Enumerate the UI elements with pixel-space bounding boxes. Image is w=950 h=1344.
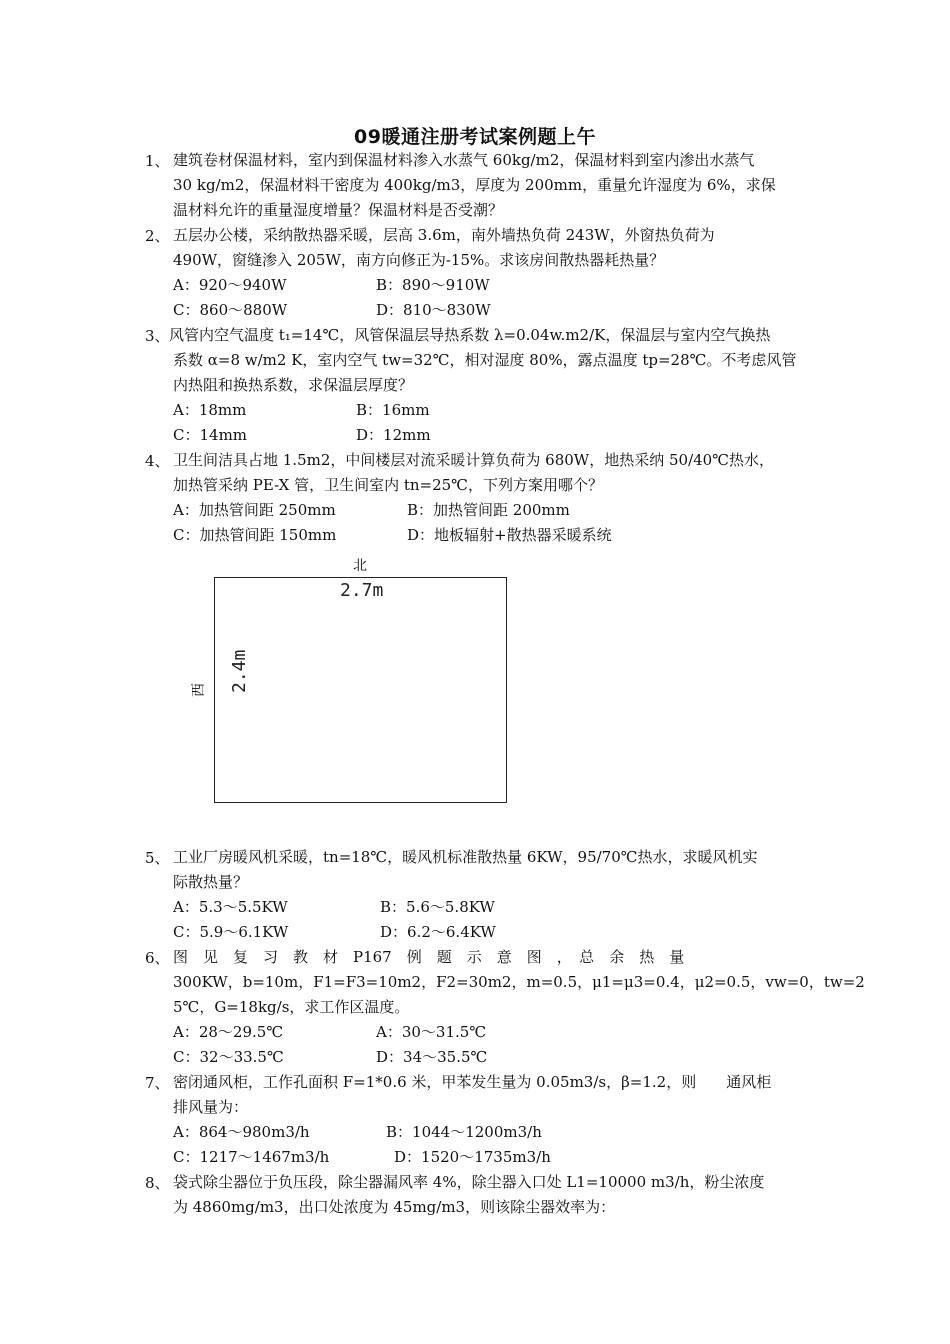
question-text-line: 图 见 复 习 教 材 P167 例 题 示 意 图 ， 总 余 热 量: [173, 948, 685, 966]
question-text-line: 内热阻和换热系数，求保温层厚度？: [173, 376, 414, 394]
height-dimension-label: 2.4m: [229, 649, 250, 693]
question-text-line: 袋式除尘器位于负压段，除尘器漏风率 4%，除尘器入口处 L1=10000 m3/h，粉尘浓度: [173, 1173, 765, 1191]
question-number: 4、: [145, 452, 170, 470]
question-number: 7、: [145, 1074, 170, 1092]
question-number: 1、: [145, 152, 170, 170]
option-b: B：5.6～5.8KW: [380, 898, 495, 916]
option-c: C：32～33.5℃: [173, 1048, 284, 1066]
question-number: 2、: [145, 227, 170, 245]
option-a: A：5.3～5.5KW: [173, 898, 288, 916]
west-label: 西: [191, 683, 207, 697]
question-text-line: 密闭通风柜，工作孔面积 F=1*0.6 米，甲苯发生量为 0.05m3/s，β=1.2，则 通风柜: [173, 1073, 772, 1091]
option-b: A：30～31.5℃: [376, 1023, 487, 1041]
question-text-line: 300KW，b=10m，F1=F3=10m2，F2=30m2，m=0.5，μ1=μ3=0.4，μ2=0.5，vw=0，tw=2: [173, 973, 865, 991]
room-outline: [214, 577, 507, 803]
question-text-line: 风管内空气温度 t₁=14℃，风管保温层导热系数 λ=0.04w.m2/K，保温层与室内空气换热: [169, 326, 771, 344]
option-a: A：28～29.5℃: [173, 1023, 284, 1041]
option-a: A：加热管间距 250mm: [173, 501, 336, 519]
option-c: C：860～880W: [173, 301, 288, 319]
option-b: B：890～910W: [376, 276, 490, 294]
document-title: 09暖通注册考试案例题上午: [354, 126, 596, 148]
option-b: B：16mm: [356, 401, 430, 419]
option-d: D：地板辐射+散热器采暖系统: [407, 526, 612, 544]
option-c: C：14mm: [173, 426, 248, 444]
question-number: 8、: [145, 1174, 170, 1192]
option-d: D：12mm: [356, 426, 431, 444]
option-b: B：1044～1200m3/h: [386, 1123, 542, 1141]
option-a: A：920～940W: [173, 276, 287, 294]
option-d: D：6.2～6.4KW: [380, 923, 496, 941]
question-text-line: 卫生间洁具占地 1.5m2，中间楼层对流采暖计算负荷为 680W，地热采纳 50/40℃热水，: [173, 451, 774, 469]
question-number: 5、: [145, 849, 170, 867]
question-number: 6、: [145, 949, 170, 967]
option-b: B：加热管间距 200mm: [407, 501, 570, 519]
option-d: D：34～35.5℃: [376, 1048, 488, 1066]
question-number: 3、: [145, 327, 170, 345]
option-c: C：5.9～6.1KW: [173, 923, 289, 941]
option-d: D：810～830W: [376, 301, 491, 319]
option-c: C：1217～1467m3/h: [173, 1148, 330, 1166]
question-text-line: 30 kg/m2，保温材料干密度为 400kg/m3，厚度为 200mm，重量允许湿度为 6%，求保: [173, 176, 776, 194]
north-label: 北: [353, 558, 367, 574]
option-c: C：加热管间距 150mm: [173, 526, 337, 544]
question-text-line: 工业厂房暖风机采暖，tn=18℃，暖风机标准散热量 6KW，95/70℃热水，求暖风机实: [173, 848, 758, 866]
question-text-line: 建筑卷材保温材料，室内到保温材料渗入水蒸气 60kg/m2，保温材料到室内渗出水蒸气: [173, 151, 755, 169]
question-text-line: 490W，窗缝渗入 205W，南方向修正为-15%。求该房间散热器耗热量？: [173, 251, 665, 269]
room-plan-figure: [185, 555, 525, 815]
question-text-line: 5℃，G=18kg/s，求工作区温度。: [173, 998, 410, 1016]
option-d: D：1520～1735m3/h: [394, 1148, 551, 1166]
question-text-line: 温材料允许的重量湿度增量？保温材料是否受潮？: [173, 201, 504, 219]
question-text-line: 际散热量？: [173, 873, 249, 891]
question-text-line: 为 4860mg/m3，出口处浓度为 45mg/m3，则该除尘器效率为：: [173, 1198, 616, 1216]
question-text-line: 系数 α=8 w/m2 K，室内空气 tw=32℃，相对湿度 80%，露点温度 tp=28℃。不考虑风管: [173, 351, 797, 369]
question-text-line: 五层办公楼，采纳散热器采暖，层高 3.6m，南外墙热负荷 243W，外窗热负荷为: [173, 226, 715, 244]
option-a: A：18mm: [173, 401, 247, 419]
question-text-line: 排风量为：: [173, 1098, 249, 1116]
width-dimension-label: 2.7m: [340, 580, 384, 601]
question-text-line: 加热管采纳 PE-X 管，卫生间室内 tn=25℃，下列方案用哪个？: [173, 476, 603, 494]
option-a: A：864～980m3/h: [173, 1123, 310, 1141]
